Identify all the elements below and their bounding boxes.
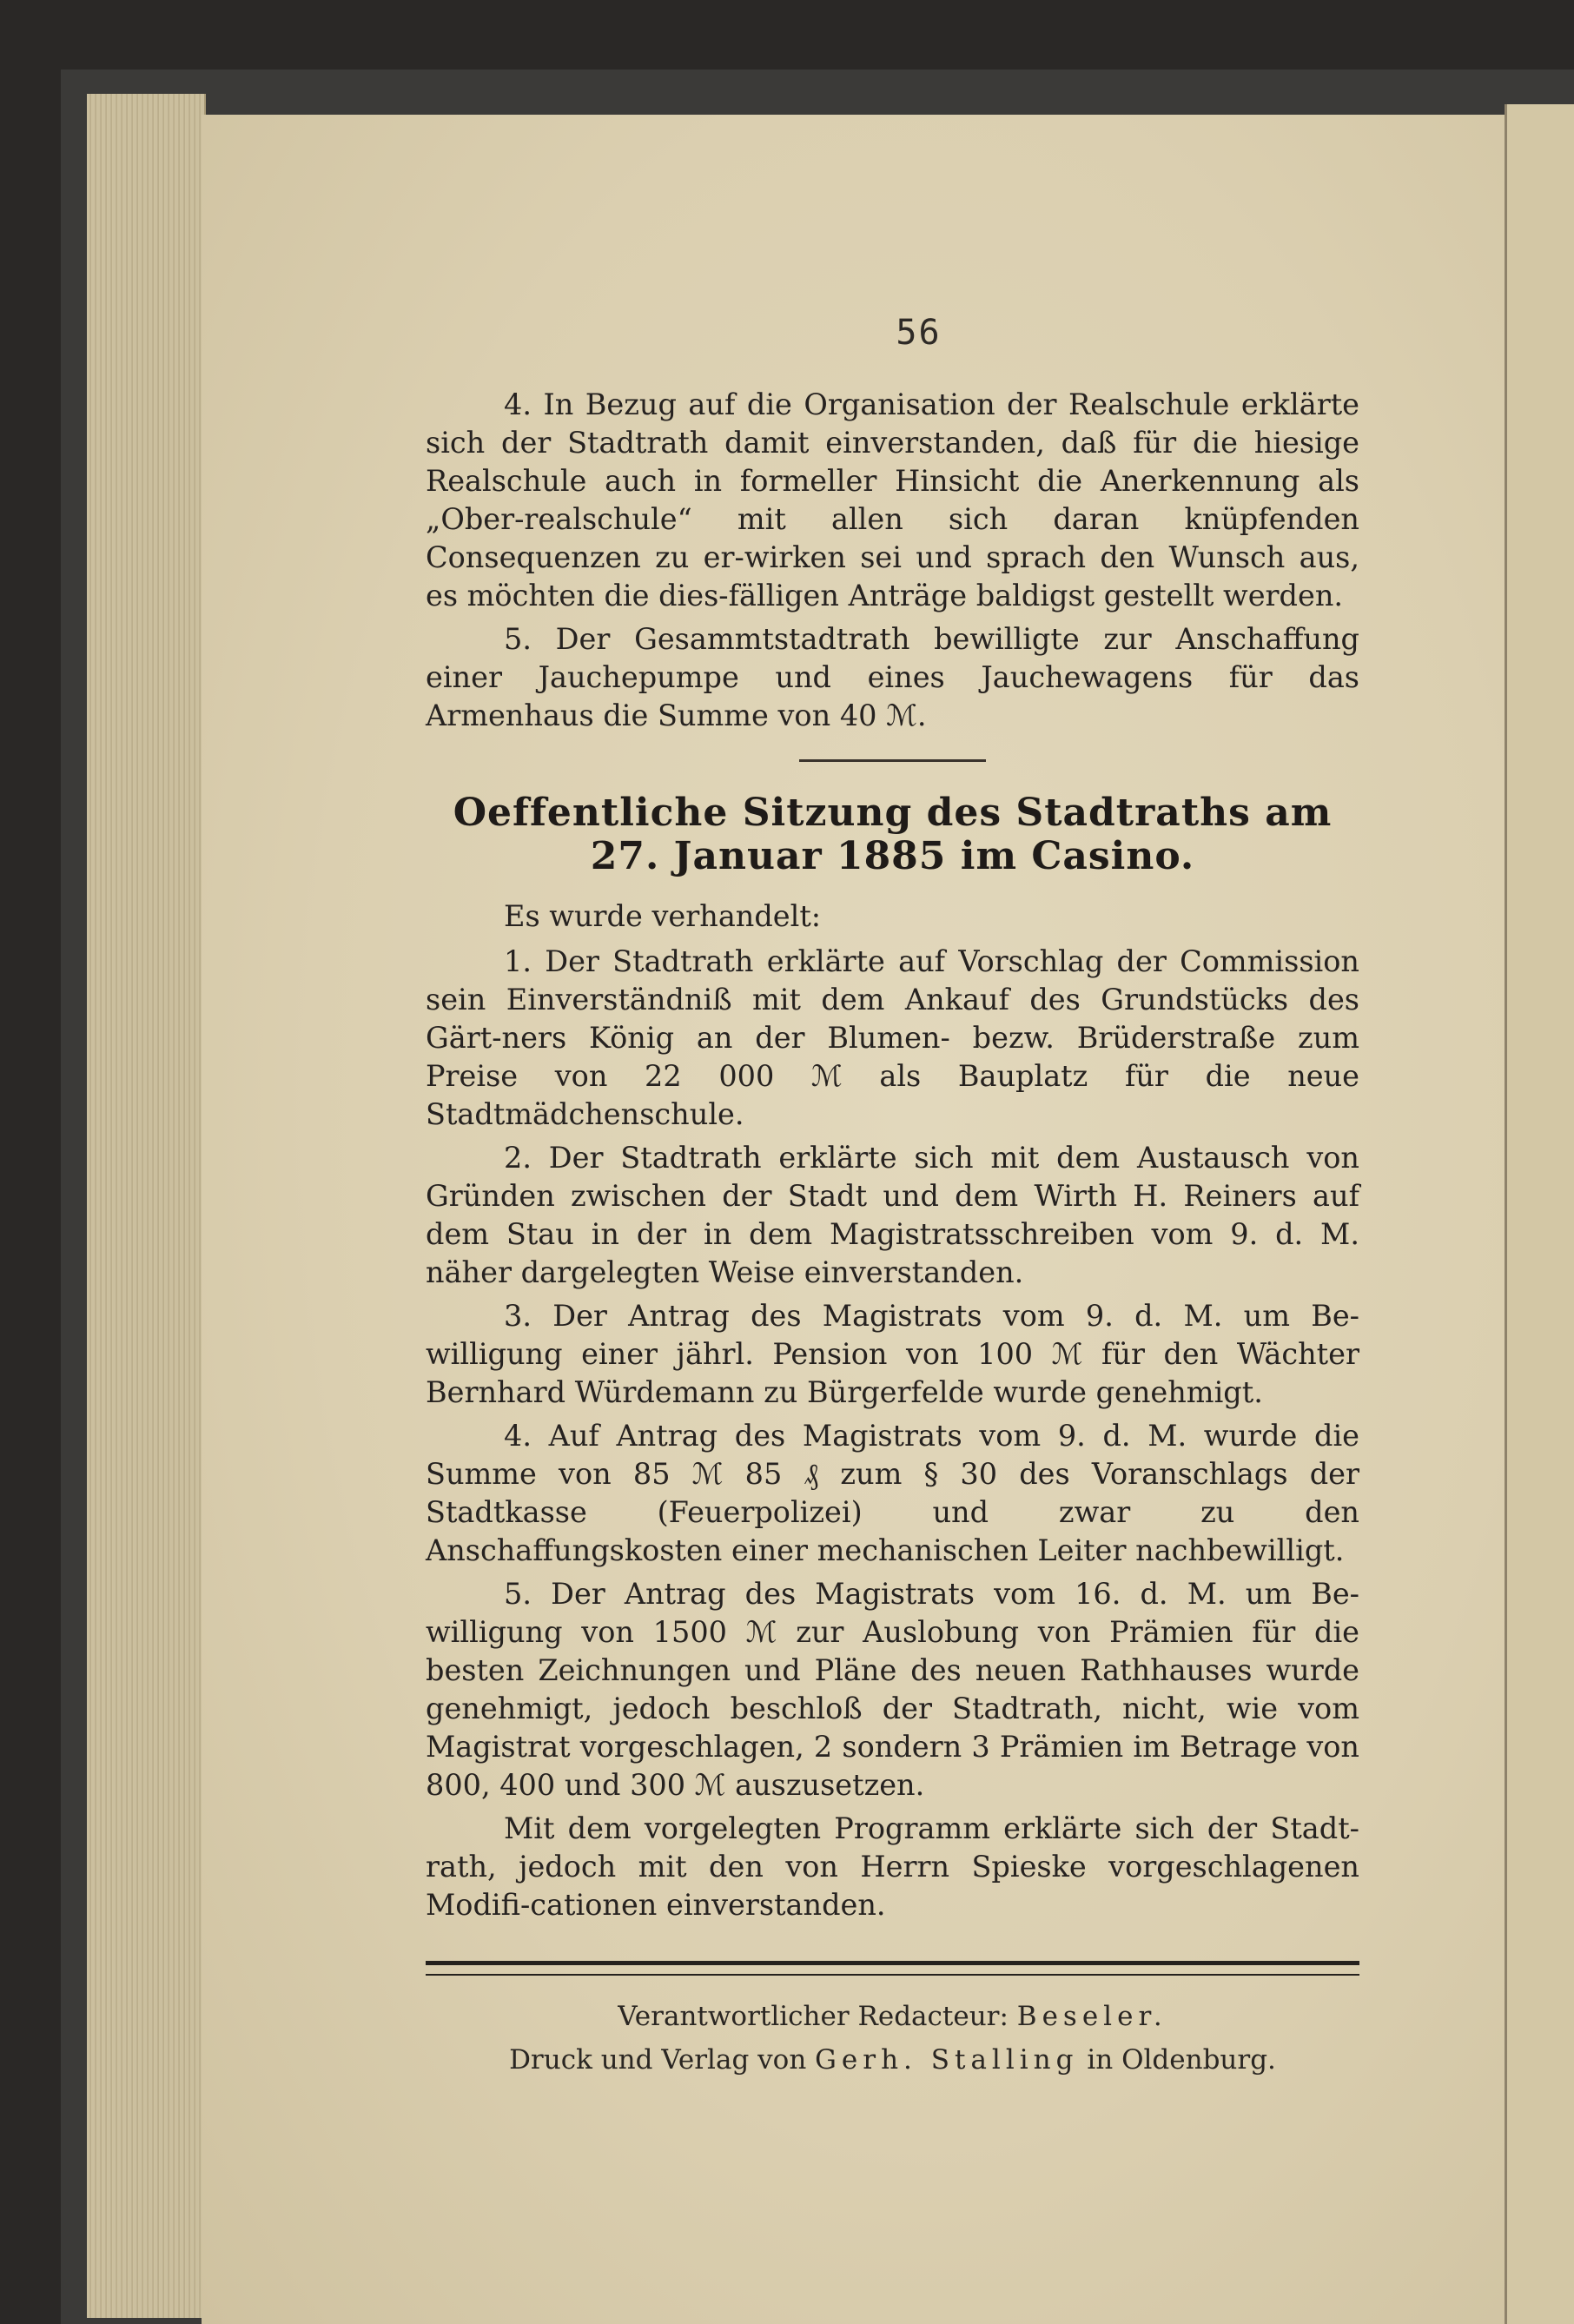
editor-line	[426, 1995, 1359, 2038]
paragraph-top-4: 4. In Bezug auf die Organisation der Realschule erklärte sich der Stadtrath damit einverstanden, daß für die hiesige Realschule auch in formeller Hinsicht die Anerkennung als „Ober-realschule“ mit allen sich daran knüpfenden Consequenzen zu er-wirken sei und sprach den Wunsch aus, es möchten die dies-fälligen Anträge baldigst gestellt werden.	[426, 387, 1359, 612]
section-paragraph-1: 1. Der Stadtrath erklärte auf Vorschlag der Commission sein Einverständniß mit dem Ankauf des Grundstücks des Gärt-ners König an der Blumen- bezw. Brüderstraße zum Preise von 22 000 ℳ als Bauplatz für die neue Stadtmädchenschule.	[426, 944, 1359, 1131]
section-paragraph-6: Mit dem vorgelegten Programm erklärte sich der Stadt-rath, jedoch mit den von Herrn Spieske vorgeschlagenen Modifi-cationen einverstanden.	[426, 1811, 1359, 1922]
printer-line	[426, 2038, 1359, 2082]
imprint	[426, 1995, 1359, 2082]
paragraph-top-5: 5. Der Gesammtstadtrath bewilligte zur Anschaffung einer Jauchepumpe und eines Jauchewagens für das Armenhaus die Summe von 40 ℳ.	[426, 622, 1359, 732]
section-paragraph-2: 2. Der Stadtrath erklärte sich mit dem Austausch von Gründen zwischen der Stadt und dem Wirth H. Reiners auf dem Stau in der in dem Magistratsschreiben vom 9. d. M. näher dargelegten Weise einverstanden.	[426, 1141, 1359, 1289]
section-intro: Es wurde verhandelt:	[504, 899, 822, 933]
footer-rule	[426, 1961, 1359, 1976]
printer-prefix: Druck und Verlag von	[509, 2044, 807, 2076]
section-title: Oeffentliche Sitzung des Stadtraths am 27. Januar 1885 im Casino.	[453, 791, 1333, 878]
section-paragraph-3: 3. Der Antrag des Magistrats vom 9. d. M. um Be-willigung einer jährl. Pension von 100 ℳ für den Wächter Bernhard Würdemann zu Bürgerfelde wurde genehmigt.	[426, 1299, 1359, 1409]
facing-page-edge	[1505, 104, 1574, 2324]
editor-label: Verantwortlicher Redacteur:	[618, 2001, 1009, 2032]
page-edges	[87, 94, 206, 2318]
editor-name: Beseler.	[1016, 2001, 1167, 2032]
printer-suffix: in Oldenburg.	[1087, 2044, 1276, 2076]
page-number: 56	[896, 313, 942, 353]
section-divider	[799, 759, 986, 762]
section-paragraph-5: 5. Der Antrag des Magistrats vom 16. d. M. um Be-willigung von 1500 ℳ zur Auslobung von Prämien für die besten Zeichnungen und Pläne des neuen Rathhauses wurde genehmigt, jedoch beschloß der Stadtrath, nicht, wie vom Magistrat vorgeschlagen, 2 sondern 3 Prämien im Betrage von 800, 400 und 300 ℳ auszusetzen.	[426, 1577, 1359, 1802]
page-content	[426, 313, 1359, 2082]
section-paragraph-4: 4. Auf Antrag des Magistrats vom 9. d. M. wurde die Summe von 85 ℳ 85 ₰ zum § 30 des Voranschlags der Stadtkasse (Feuerpolizei) und zwar zu den Anschaffungskosten einer mechanischen Leiter nachbewilligt.	[426, 1419, 1359, 1567]
printer-name: Gerh. Stalling	[815, 2044, 1079, 2076]
